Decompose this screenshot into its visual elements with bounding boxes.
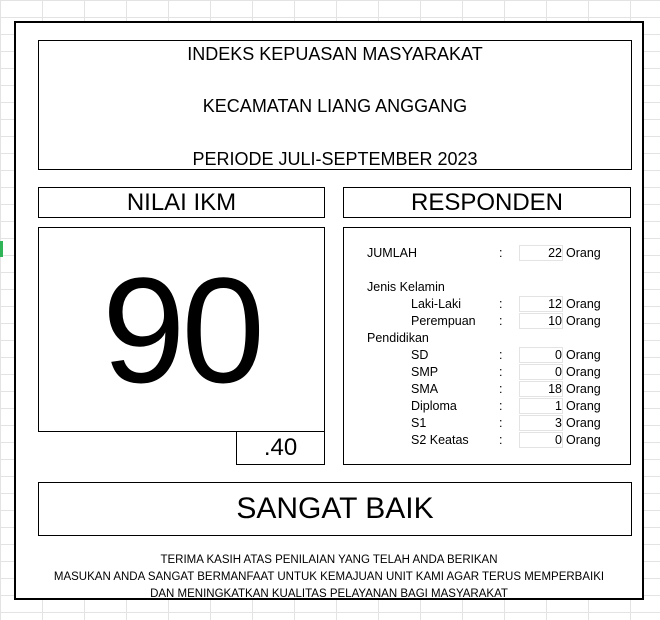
- respondent-table: [343, 227, 631, 465]
- row-value: 22: [548, 246, 562, 260]
- ikm-label-box: [38, 187, 325, 218]
- ikm-decimal-box: [236, 431, 325, 465]
- gender-heading: Jenis Kelamin: [367, 280, 445, 294]
- header-box: [38, 40, 632, 170]
- unit-name: KECAMATAN LIANG ANGGANG: [202, 96, 468, 116]
- row-unit: Orang: [566, 399, 601, 413]
- gender-row: [344, 313, 630, 330]
- row-separator: :: [499, 348, 503, 362]
- ikm-integer-value: 90: [102, 245, 261, 414]
- respondent-total-row: [344, 245, 630, 262]
- education-row: [344, 398, 630, 415]
- row-value: 0: [555, 433, 562, 447]
- row-unit: Orang: [566, 314, 601, 328]
- row-unit: Orang: [566, 365, 601, 379]
- row-label: SMP: [411, 365, 439, 379]
- ikm-category: SANGAT BAIK: [236, 492, 434, 525]
- row-label: SD: [411, 348, 429, 362]
- row-unit: Orang: [566, 433, 601, 447]
- footer-line-1: TERIMA KASIH ATAS PENILAIAN YANG TELAH ANDA BERIKAN: [160, 554, 498, 566]
- row-label: S1: [411, 416, 427, 430]
- row-value: 0: [555, 348, 562, 362]
- row-label: S2 Keatas: [411, 433, 469, 447]
- row-value: 12: [548, 297, 562, 311]
- education-row: [344, 381, 630, 398]
- ikm-decimal-value: .40: [263, 434, 298, 461]
- row-label: Diploma: [411, 399, 457, 413]
- ikm-category-box: [38, 482, 632, 536]
- row-unit: Orang: [566, 348, 601, 362]
- education-row: [344, 432, 630, 449]
- row-unit: Orang: [566, 297, 601, 311]
- row-label: Perempuan: [411, 314, 476, 328]
- row-separator: :: [499, 433, 503, 447]
- row-separator: :: [499, 416, 503, 430]
- row-separator: :: [499, 314, 503, 328]
- row-separator: :: [499, 399, 503, 413]
- ikm-label: NILAI IKM: [126, 188, 237, 216]
- row-value: 10: [548, 314, 562, 328]
- education-row: [344, 364, 630, 381]
- row-value: 0: [555, 365, 562, 379]
- row-value: 3: [555, 416, 562, 430]
- footer-line-2: MASUKAN ANDA SANGAT BERMANFAAT UNTUK KEMAJUAN UNIT KAMI AGAR TERUS MEMPERBAIKI: [53, 571, 605, 583]
- ikm-report-sheet: [14, 21, 644, 600]
- education-row: [344, 347, 630, 364]
- row-separator: :: [499, 297, 503, 311]
- row-value: 18: [548, 382, 562, 396]
- report-title: INDEKS KEPUASAN MASYARAKAT: [187, 44, 483, 64]
- respondent-label-box: [343, 187, 631, 218]
- ikm-integer-box: [38, 227, 325, 432]
- row-separator: :: [499, 382, 503, 396]
- footer-line-3: DAN MENINGKATKAN KUALITAS PELAYANAN BAGI MASYARAKAT: [150, 588, 508, 600]
- respondent-label: RESPONDEN: [410, 188, 564, 216]
- row-unit: Orang: [566, 416, 601, 430]
- report-period: PERIODE JULI-SEPTEMBER 2023: [192, 149, 478, 169]
- gender-row: [344, 296, 630, 313]
- row-unit: Orang: [566, 382, 601, 396]
- row-label: Laki-Laki: [411, 297, 462, 311]
- gender-heading-row: [344, 279, 630, 296]
- education-heading: Pendidikan: [367, 331, 429, 345]
- row-value: 1: [555, 399, 562, 413]
- education-row: [344, 415, 630, 432]
- row-separator: :: [499, 246, 503, 260]
- row-label: JUMLAH: [367, 246, 418, 260]
- row-label: SMA: [411, 382, 439, 396]
- education-heading-row: [344, 330, 630, 347]
- row-unit: Orang: [566, 246, 601, 260]
- row-separator: :: [499, 365, 503, 379]
- cell-selection-marker: [0, 241, 3, 257]
